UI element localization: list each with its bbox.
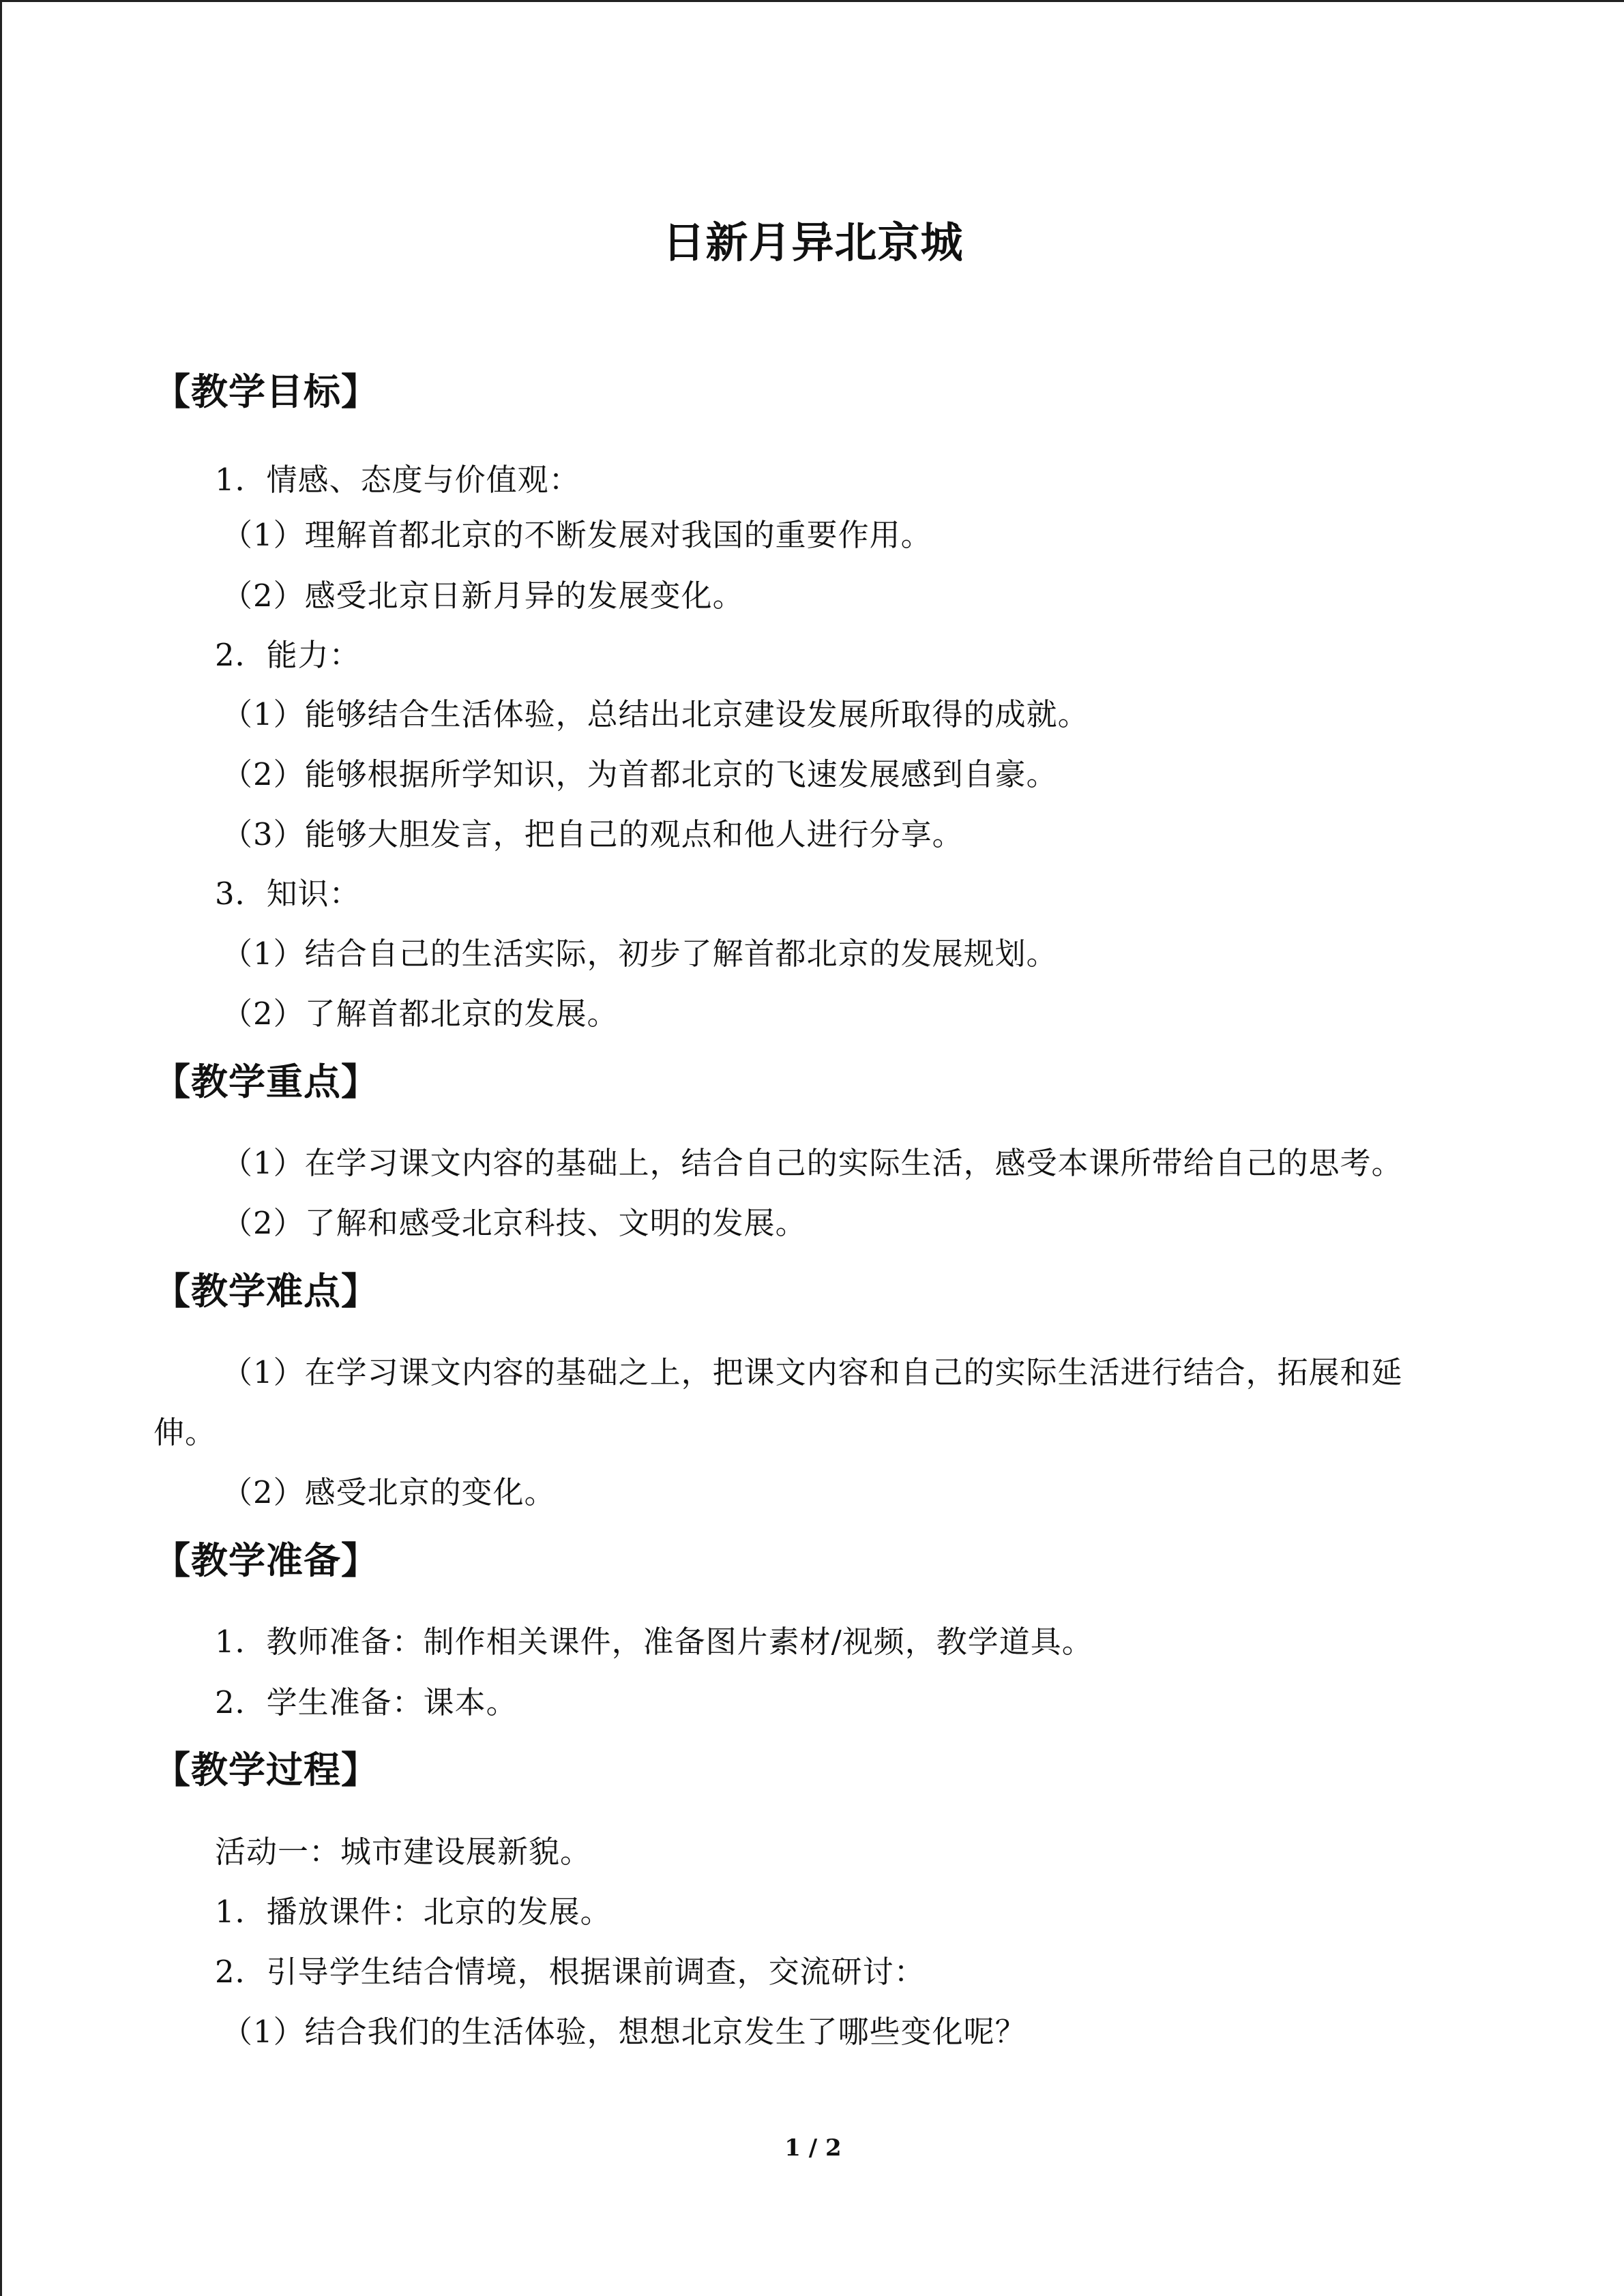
page-number: 1 / 2 bbox=[784, 2134, 842, 2162]
goal-subitem: （2）了解首都北京的发展。 bbox=[222, 996, 619, 1032]
difficulty-item: （1）在学习课文内容的基础之上，把课文内容和自己的实际生活进行结合，拓展和延 bbox=[222, 1354, 1403, 1390]
section-heading-preparation: 【教学准备】 bbox=[153, 1538, 379, 1582]
key-point-item: （1）在学习课文内容的基础上，结合自己的实际生活，感受本课所带给自己的思考。 bbox=[222, 1145, 1403, 1181]
page-title: 日新月异北京城 bbox=[662, 218, 964, 267]
goal-subitem: （1）理解首都北京的不断发展对我国的重要作用。 bbox=[222, 517, 932, 553]
difficulty-item-continued: 伸。 bbox=[153, 1414, 217, 1450]
process-substep: （1）结合我们的生活体验，想想北京发生了哪些变化呢？ bbox=[222, 2014, 1027, 2050]
goal-subitem: （2）能够根据所学知识，为首都北京的飞速发展感到自豪。 bbox=[222, 756, 1058, 792]
goal-subitem: （3）能够大胆发言，把自己的观点和他人进行分享。 bbox=[222, 816, 964, 852]
section-heading-process: 【教学过程】 bbox=[153, 1748, 379, 1791]
goal-subitem: （1）能够结合生活体验，总结出北京建设发展所取得的成就。 bbox=[222, 696, 1089, 732]
section-heading-key-points: 【教学重点】 bbox=[153, 1060, 379, 1103]
goal-item: 3．知识： bbox=[215, 876, 361, 912]
process-step: 1．播放课件：北京的发展。 bbox=[215, 1894, 612, 1930]
section-heading-difficulties: 【教学难点】 bbox=[153, 1269, 379, 1313]
difficulty-item: （2）感受北京的变化。 bbox=[222, 1474, 556, 1510]
preparation-item: 1．教师准备：制作相关课件，准备图片素材/视频，教学道具。 bbox=[215, 1624, 1093, 1660]
goal-subitem: （1）结合自己的生活实际，初步了解首都北京的发展规划。 bbox=[222, 936, 1058, 972]
goal-subitem: （2）感受北京日新月异的发展变化。 bbox=[222, 578, 744, 614]
key-point-item: （2）了解和感受北京科技、文明的发展。 bbox=[222, 1205, 807, 1241]
process-activity: 活动一：城市建设展新貌。 bbox=[215, 1834, 592, 1870]
goal-item: 2．能力： bbox=[215, 637, 361, 673]
goal-item: 1．情感、态度与价值观： bbox=[215, 462, 580, 498]
preparation-item: 2．学生准备：课本。 bbox=[215, 1684, 518, 1720]
process-step: 2．引导学生结合情境，根据课前调查，交流研讨： bbox=[215, 1954, 926, 1990]
section-heading-goals: 【教学目标】 bbox=[153, 370, 379, 413]
